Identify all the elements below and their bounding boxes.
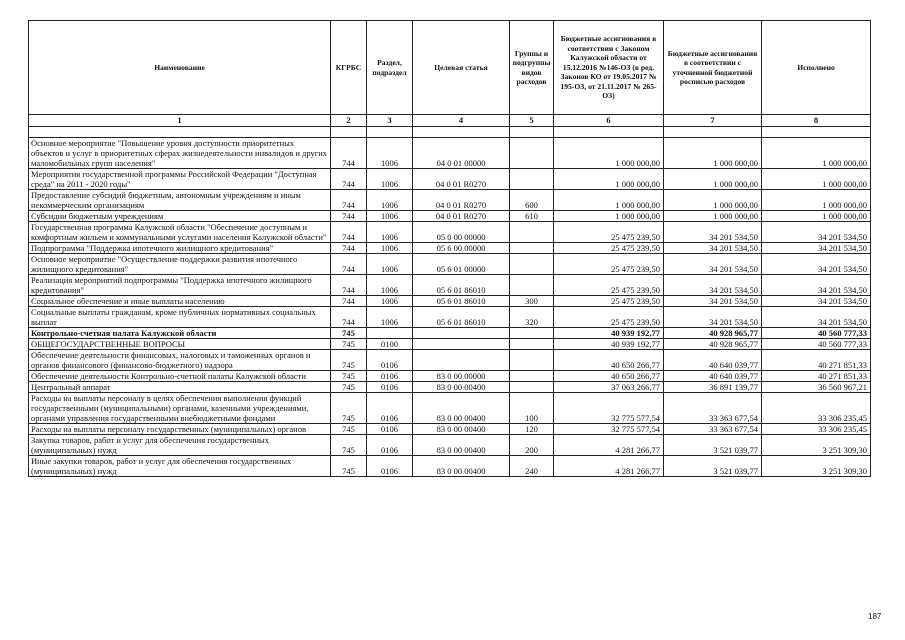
expense-group-cell: 100 [510,393,554,424]
header-row [29,21,871,115]
law-allocation-cell: 32 775 577,54 [554,424,664,435]
table-row [29,254,871,275]
refined-allocation-cell: 40 928 965,77 [664,339,762,350]
table-row [29,424,871,435]
law-allocation-cell: 37 063 266,77 [554,382,664,393]
row-name-cell: Расходы на выплаты персоналу государственных (муниципальных) органов [29,424,331,435]
target-article-cell: 04 0 01 R0270 [413,190,510,211]
executed-cell: 40 560 777,33 [762,339,871,350]
expense-group-cell [510,328,554,339]
executed-cell: 3 251 309,30 [762,456,871,477]
target-article-cell [413,339,510,350]
spacer-row [29,127,871,138]
row-name-cell: Обеспечение деятельности Контрольно-счетной палаты Калужской области [29,371,331,382]
table-row [29,435,871,456]
target-article-cell: 04 0 01 00000 [413,138,510,169]
law-allocation-cell: 25 475 239,50 [554,222,664,243]
table-row [29,275,871,296]
target-article-cell: 05 6 00 00000 [413,243,510,254]
law-allocation-cell: 25 475 239,50 [554,243,664,254]
column-number: 4 [413,115,510,127]
executed-cell: 1 000 000,00 [762,190,871,211]
refined-allocation-cell: 34 201 534,50 [664,275,762,296]
row-name-cell: Реализация мероприятий подпрограммы "Поддержка ипотечного жилищного кредитования" [29,275,331,296]
section-cell [367,328,413,339]
column-number: 7 [664,115,762,127]
kgrbs-cell: 744 [331,169,367,190]
column-number: 6 [554,115,664,127]
refined-allocation-cell: 34 201 534,50 [664,307,762,328]
section-cell: 0106 [367,456,413,477]
table-row [29,243,871,254]
target-article-cell [413,350,510,371]
column-number: 2 [331,115,367,127]
expense-group-cell: 320 [510,307,554,328]
row-name-cell: Социальное обеспечение и иные выплаты населению [29,296,331,307]
executed-cell: 34 201 534,50 [762,254,871,275]
law-allocation-cell: 1 000 000,00 [554,138,664,169]
law-allocation-cell: 25 475 239,50 [554,275,664,296]
expense-group-cell [510,254,554,275]
expense-group-cell: 120 [510,424,554,435]
target-article-cell: 04 0 01 R0270 [413,169,510,190]
executed-cell: 40 560 777,33 [762,328,871,339]
header-refined-allocations: Бюджетные ассигнования в соответствии с уточненной бюджетной росписью расходов [664,21,762,115]
kgrbs-cell: 744 [331,296,367,307]
refined-allocation-cell: 3 521 039,77 [664,435,762,456]
kgrbs-cell: 744 [331,190,367,211]
row-name-cell: Основное мероприятие "Повышение уровня доступности приоритетных объектов и услуг в приоритетных сферах жизнедеятельности инвалидов и других маломобильных групп населения" [29,138,331,169]
kgrbs-cell: 745 [331,424,367,435]
refined-allocation-cell: 40 640 039,77 [664,371,762,382]
header-name: Наименование [29,21,331,115]
executed-cell: 34 201 534,50 [762,275,871,296]
page-number: 187 [868,612,882,621]
table-row [29,296,871,307]
refined-allocation-cell: 34 201 534,50 [664,296,762,307]
section-cell: 0106 [367,371,413,382]
row-name-cell: Расходы на выплаты персоналу в целях обеспечения выполнения функций государственными (муниципальными) органами, казенными учреждениями, органами управления государственными внебюджетными фондами [29,393,331,424]
column-number-row [29,115,871,127]
executed-cell: 34 201 534,50 [762,222,871,243]
budget-report-sheet [28,20,871,477]
law-allocation-cell: 32 775 577,54 [554,393,664,424]
section-cell: 1006 [367,275,413,296]
executed-cell: 3 251 309,30 [762,435,871,456]
section-cell: 1006 [367,254,413,275]
refined-allocation-cell: 1 000 000,00 [664,138,762,169]
section-cell: 1006 [367,138,413,169]
target-article-cell [413,328,510,339]
row-name-cell: Центральный аппарат [29,382,331,393]
table-row [29,138,871,169]
refined-allocation-cell: 1 000 000,00 [664,190,762,211]
refined-allocation-cell: 34 201 534,50 [664,243,762,254]
refined-allocation-cell: 36 891 139,77 [664,382,762,393]
target-article-cell: 04 0 01 R0270 [413,211,510,222]
target-article-cell: 05 6 01 86010 [413,275,510,296]
target-article-cell: 83 0 00 00400 [413,393,510,424]
section-cell: 0106 [367,382,413,393]
kgrbs-cell: 744 [331,307,367,328]
law-allocation-cell: 40 650 266,77 [554,350,664,371]
executed-cell: 36 560 967,21 [762,382,871,393]
kgrbs-cell: 745 [331,456,367,477]
section-cell: 0106 [367,393,413,424]
law-allocation-cell: 40 939 192,77 [554,328,664,339]
section-cell: 1006 [367,190,413,211]
expense-group-cell: 300 [510,296,554,307]
table-row [29,169,871,190]
section-cell: 1006 [367,169,413,190]
kgrbs-cell: 744 [331,138,367,169]
table-row [29,456,871,477]
law-allocation-cell: 4 281 266,77 [554,456,664,477]
kgrbs-cell: 745 [331,339,367,350]
header-section: Раздел, подраздел [367,21,413,115]
header-expense-groups: Группы и подгруппы видов расходов [510,21,554,115]
expense-group-cell [510,275,554,296]
row-name-cell: ОБЩЕГОСУДАРСТВЕННЫЕ ВОПРОСЫ [29,339,331,350]
expense-group-cell [510,222,554,243]
expense-group-cell [510,169,554,190]
header-executed: Исполнено [762,21,871,115]
expense-group-cell: 610 [510,211,554,222]
executed-cell: 1 000 000,00 [762,169,871,190]
target-article-cell: 05 6 01 00000 [413,254,510,275]
header-target-article: Целевая статья [413,21,510,115]
law-allocation-cell: 40 939 192,77 [554,339,664,350]
target-article-cell: 05 0 00 00000 [413,222,510,243]
column-number: 5 [510,115,554,127]
header-kgrbs: КГРБС [331,21,367,115]
executed-cell: 1 000 000,00 [762,211,871,222]
expense-group-cell: 600 [510,190,554,211]
row-name-cell: Предоставление субсидий бюджетным, автономным учреждениям и иным некоммерческим организациям [29,190,331,211]
expense-group-cell: 240 [510,456,554,477]
row-name-cell: Контрольно-счетная палата Калужской области [29,328,331,339]
table-row [29,211,871,222]
section-cell: 1006 [367,296,413,307]
refined-allocation-cell: 1 000 000,00 [664,211,762,222]
column-number: 1 [29,115,331,127]
executed-cell: 34 201 534,50 [762,307,871,328]
refined-allocation-cell: 34 201 534,50 [664,222,762,243]
table-row [29,222,871,243]
refined-allocation-cell: 33 363 677,54 [664,424,762,435]
kgrbs-cell: 745 [331,382,367,393]
target-article-cell: 83 0 00 00000 [413,371,510,382]
law-allocation-cell: 1 000 000,00 [554,211,664,222]
kgrbs-cell: 744 [331,243,367,254]
column-number: 8 [762,115,871,127]
table-row [29,393,871,424]
refined-allocation-cell: 34 201 534,50 [664,254,762,275]
target-article-cell: 83 0 00 00400 [413,382,510,393]
table-row [29,328,871,339]
law-allocation-cell: 40 650 266,77 [554,371,664,382]
target-article-cell: 05 6 01 86010 [413,307,510,328]
kgrbs-cell: 745 [331,371,367,382]
table-row [29,190,871,211]
row-name-cell: Иные закупки товаров, работ и услуг для обеспечения государственных (муниципальных) нужд [29,456,331,477]
row-name-cell: Основное мероприятие "Осуществление поддержки развития ипотечного жилищного кредитования" [29,254,331,275]
kgrbs-cell: 745 [331,435,367,456]
kgrbs-cell: 745 [331,328,367,339]
refined-allocation-cell: 40 640 039,77 [664,350,762,371]
kgrbs-cell: 744 [331,275,367,296]
row-name-cell: Социальные выплаты гражданам, кроме публичных нормативных социальных выплат [29,307,331,328]
section-cell: 0100 [367,339,413,350]
row-name-cell: Подпрограмма "Поддержка ипотечного жилищного кредитования" [29,243,331,254]
expense-group-cell [510,243,554,254]
kgrbs-cell: 745 [331,393,367,424]
table-row [29,350,871,371]
law-allocation-cell: 4 281 266,77 [554,435,664,456]
table-row [29,339,871,350]
row-name-cell: Обеспечение деятельности финансовых, налоговых и таможенных органов и органов финансового (финансово-бюджетного) надзора [29,350,331,371]
section-cell: 0106 [367,424,413,435]
table-row [29,371,871,382]
expense-group-cell: 200 [510,435,554,456]
expense-group-cell [510,339,554,350]
expense-group-cell [510,382,554,393]
law-allocation-cell: 1 000 000,00 [554,190,664,211]
row-name-cell: Мероприятия государственной программы Российской Федерации "Доступная среда" на 2011 - 2020 годы" [29,169,331,190]
target-article-cell: 83 0 00 00400 [413,424,510,435]
expense-group-cell [510,371,554,382]
section-cell: 1006 [367,211,413,222]
executed-cell: 34 201 534,50 [762,296,871,307]
expense-group-cell [510,138,554,169]
section-cell: 0106 [367,350,413,371]
column-number: 3 [367,115,413,127]
executed-cell: 1 000 000,00 [762,138,871,169]
refined-allocation-cell: 3 521 039,77 [664,456,762,477]
row-name-cell: Государственная программа Калужской области "Обеспечение доступным и комфортным жильем и коммунальными услугами населения Калужской области" [29,222,331,243]
target-article-cell: 83 0 00 00400 [413,456,510,477]
kgrbs-cell: 744 [331,254,367,275]
executed-cell: 34 201 534,50 [762,243,871,254]
section-cell: 1006 [367,222,413,243]
refined-allocation-cell: 33 363 677,54 [664,393,762,424]
expense-group-cell [510,350,554,371]
budget-table [28,20,871,477]
law-allocation-cell: 25 475 239,50 [554,254,664,275]
executed-cell: 40 271 851,33 [762,371,871,382]
executed-cell: 40 271 851,33 [762,350,871,371]
section-cell: 0106 [367,435,413,456]
target-article-cell: 83 0 00 00400 [413,435,510,456]
refined-allocation-cell: 40 928 965,77 [664,328,762,339]
executed-cell: 33 306 235,45 [762,393,871,424]
row-name-cell: Субсидии бюджетным учреждениям [29,211,331,222]
kgrbs-cell: 745 [331,350,367,371]
table-row [29,307,871,328]
table-row [29,382,871,393]
executed-cell: 33 306 235,45 [762,424,871,435]
law-allocation-cell: 25 475 239,50 [554,296,664,307]
row-name-cell: Закупка товаров, работ и услуг для обеспечения государственных (муниципальных) нужд [29,435,331,456]
kgrbs-cell: 744 [331,211,367,222]
kgrbs-cell: 744 [331,222,367,243]
target-article-cell: 05 6 01 86010 [413,296,510,307]
refined-allocation-cell: 1 000 000,00 [664,169,762,190]
law-allocation-cell: 25 475 239,50 [554,307,664,328]
law-allocation-cell: 1 000 000,00 [554,169,664,190]
section-cell: 1006 [367,243,413,254]
header-law-allocations: Бюджетные ассигнования в соответствии с Законом Калужской области от 15.12.2016 №146-ОЗ (в ред. Законов КО от 19.05.2017 № 195-ОЗ, от 21.11.2017 № 265-ОЗ) [554,21,664,115]
section-cell: 1006 [367,307,413,328]
